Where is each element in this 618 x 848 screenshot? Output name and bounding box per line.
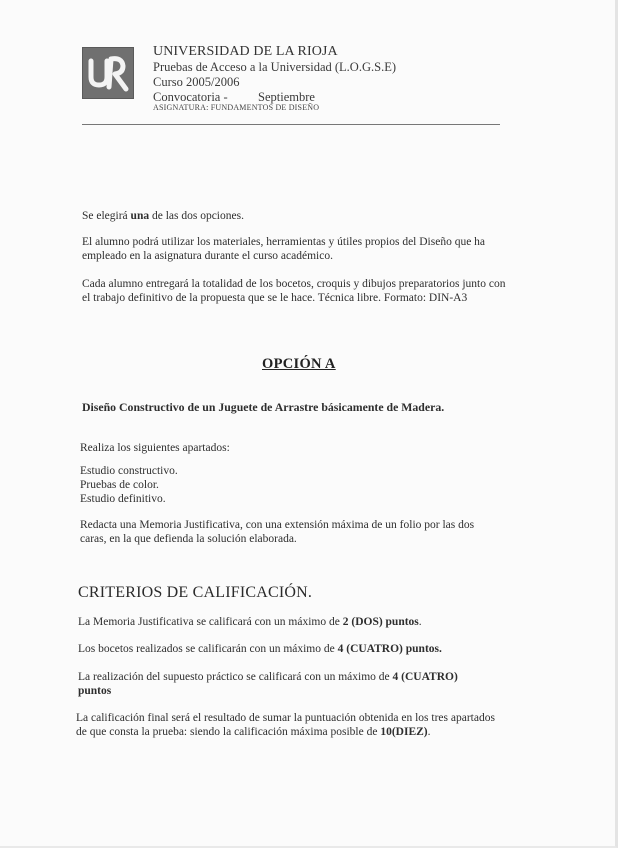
session-label: Convocatoria - (153, 90, 228, 104)
criterion-practico (78, 670, 490, 698)
list-item: Estudio definitivo. (80, 493, 166, 505)
logo-graphic (82, 47, 134, 99)
task-title: Diseño Constructivo de un Juguete de Arrastre básicamente de Madera. (82, 400, 445, 414)
final-grade-paragraph (76, 711, 506, 739)
criterion-points: 2 (DOS) puntos (342, 616, 419, 628)
list-item: Estudio constructivo. (80, 465, 178, 477)
choose-paragraph (82, 209, 502, 223)
delivery-paragraph: Cada alumno entregará la totalidad de los bocetos, croquis y dibujos preparatorios junto con el trabajo definitivo de la propuesta que se le hace. Técnica libre. Formato: DIN-A3 (82, 278, 506, 304)
subject-line: ASIGNATURA: FUNDAMENTOS DE DISEÑO (153, 103, 320, 112)
option-a-heading: OPCIÓN A (262, 356, 336, 372)
materials-paragraph: El alumno podrá utilizar los materiales, herramientas y útiles propios del Diseño que ha empleado en la asignatura durante el curso académico. (82, 236, 486, 262)
university-logo (82, 47, 134, 99)
university-name: UNIVERSIDAD DE LA RIOJA (153, 44, 338, 59)
final-max-points: 10(DIEZ) (380, 726, 428, 738)
choose-emphasis: una (130, 210, 150, 222)
choose-text-end: de las dos opciones. (149, 210, 244, 222)
criterion-text: Los bocetos realizados se calificarán con un máximo de (78, 643, 338, 655)
criterion-text-end: . (418, 616, 422, 628)
criterion-memoria (78, 615, 508, 629)
list-item: Pruebas de color. (80, 479, 159, 491)
memoria-paragraph: Redacta una Memoria Justificativa, con una extensión máxima de un folio por las dos caras, en la que defienda la solución elaborada. (80, 519, 475, 545)
criteria-heading: CRITERIOS DE CALIFICACIÓN. (78, 584, 313, 601)
session-value: Septiembre (258, 90, 315, 104)
criterion-points: 4 (CUATRO) puntos (78, 671, 458, 697)
instruction-text: Realiza los siguientes apartados: (80, 442, 230, 454)
course-year: Curso 2005/2006 (153, 75, 240, 89)
criterion-text: La realización del supuesto práctico se calificará con un máximo de (78, 671, 393, 683)
session-line (153, 90, 315, 104)
task-list (80, 464, 380, 506)
exam-name: Pruebas de Acceso a la Universidad (L.O.G.S.E) (153, 60, 396, 74)
choose-text: Se elegirá (82, 210, 131, 222)
criterion-points: 4 (CUATRO) puntos. (337, 643, 442, 655)
header-divider (82, 124, 500, 125)
final-text: La calificación final será el resultado de sumar la puntuación obtenida en los tres apartados de que consta la prueba: siendo la calificación máxima posible de (76, 712, 495, 738)
final-text-end: . (427, 726, 431, 738)
criterion-bocetos (78, 642, 518, 656)
criterion-text: La Memoria Justificativa se calificará con un máximo de (78, 616, 343, 628)
